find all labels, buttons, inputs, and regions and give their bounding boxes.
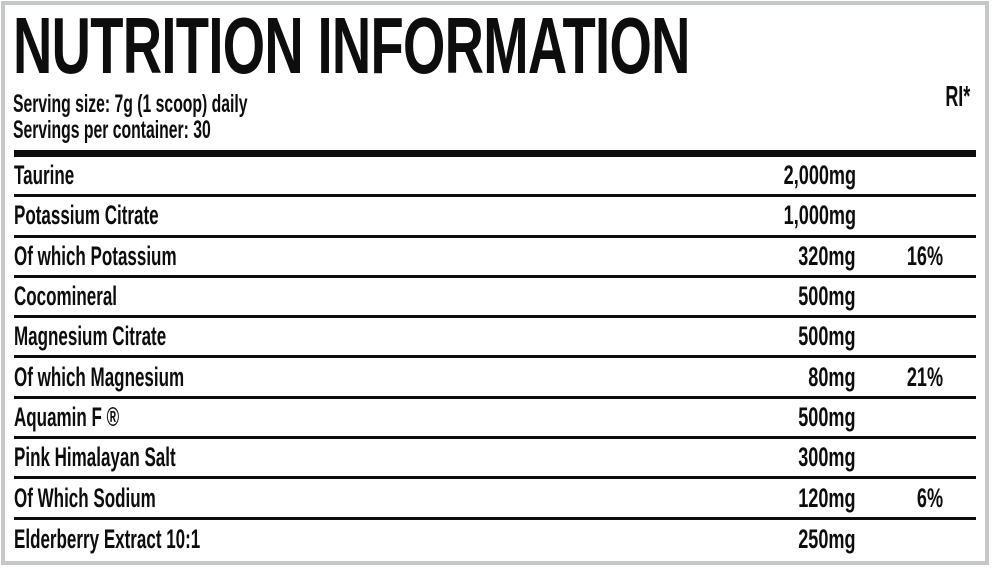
ingredient-name: Cocomineral bbox=[14, 281, 118, 312]
page-title bbox=[13, 1, 994, 90]
table-row bbox=[14, 399, 976, 439]
ingredient-ri: 21% bbox=[906, 361, 943, 392]
ingredient-ri: 6% bbox=[916, 482, 943, 513]
ingredient-amount: 120mg bbox=[798, 482, 856, 513]
ingredient-name: Elderberry Extract 10:1 bbox=[14, 524, 201, 555]
ingredient-name: Pink Himalayan Salt bbox=[14, 442, 176, 473]
ingredient-name: Taurine bbox=[14, 160, 75, 191]
table-row bbox=[14, 318, 976, 358]
ingredient-amount: 500mg bbox=[798, 281, 856, 312]
table-row bbox=[14, 358, 976, 398]
ingredient-name: Magnesium Citrate bbox=[14, 321, 167, 352]
servings-per-container-line: Servings per container: 30 bbox=[13, 116, 211, 144]
ingredient-name: Aquamin F ® bbox=[14, 401, 120, 432]
ingredient-amount: 250mg bbox=[798, 524, 856, 555]
ingredient-amount: 80mg bbox=[808, 361, 856, 392]
ingredient-name: Of which Potassium bbox=[14, 240, 177, 271]
table-row bbox=[14, 439, 976, 479]
table-row bbox=[14, 238, 976, 278]
ingredient-name: Of which Magnesium bbox=[14, 361, 185, 392]
ingredient-amount: 300mg bbox=[798, 442, 856, 473]
header-divider-rule bbox=[14, 150, 976, 157]
ingredient-ri: 16% bbox=[906, 240, 943, 271]
table-row bbox=[14, 157, 976, 197]
page-title-text: NUTRITION INFORMATION bbox=[13, 1, 690, 90]
ingredient-amount: 1,000mg bbox=[783, 200, 856, 231]
table-row bbox=[14, 479, 976, 519]
ingredient-amount: 320mg bbox=[798, 240, 856, 271]
ingredient-amount: 2,000mg bbox=[783, 160, 856, 191]
serving-size-line: Serving size: 7g (1 scoop) daily bbox=[13, 90, 248, 118]
table-row bbox=[14, 520, 976, 560]
ingredient-name: Of Which Sodium bbox=[14, 482, 156, 513]
serving-info bbox=[13, 91, 385, 143]
ingredient-amount: 500mg bbox=[798, 401, 856, 432]
ingredient-name: Potassium Citrate bbox=[14, 200, 159, 231]
ri-column-header: RI* bbox=[945, 81, 970, 113]
nutrition-table bbox=[14, 157, 976, 560]
ingredient-amount: 500mg bbox=[798, 321, 856, 352]
table-row bbox=[14, 197, 976, 237]
table-row bbox=[14, 278, 976, 318]
